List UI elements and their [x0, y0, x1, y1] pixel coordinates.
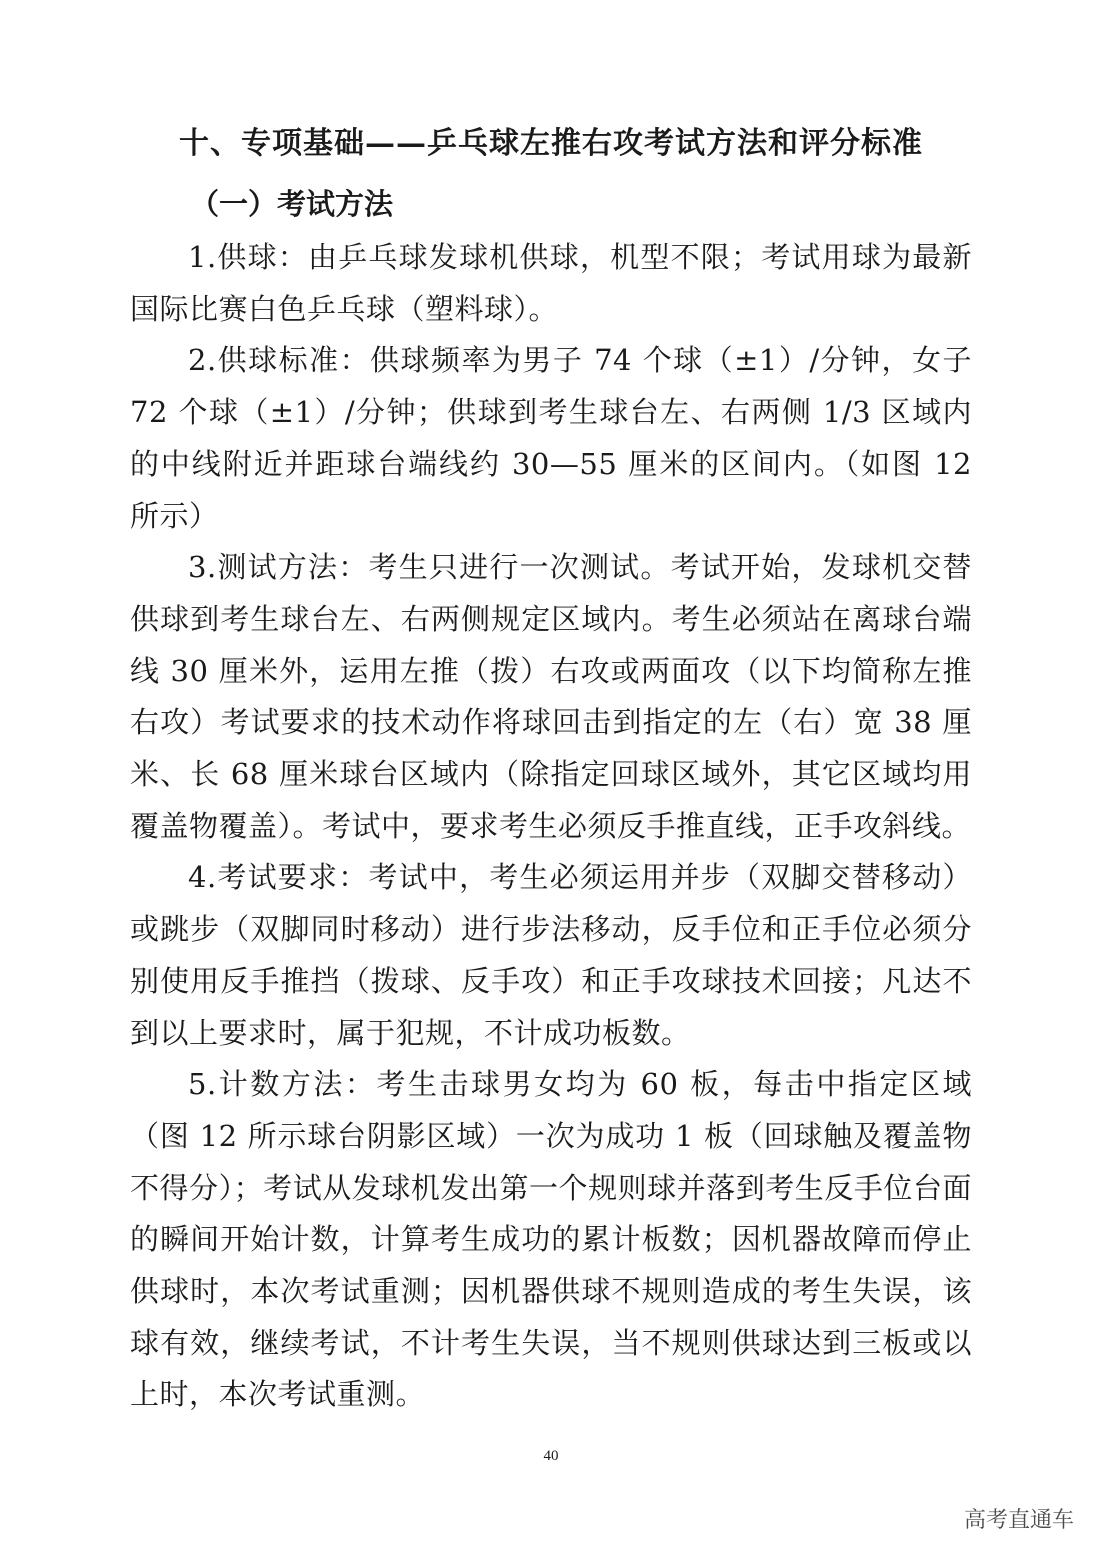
body-text [130, 232, 972, 1421]
paragraph-exam-requirements: 4.考试要求：考试中，考生必须运用并步（双脚交替移动）或跳步（双脚同时移动）进行步法移动，反手位和正手位必须分别使用反手推挡（拨球、反手攻）和正手攻球技术回接；凡达不到以上要求时，属于犯规，不计成功板数。 [130, 860, 972, 1050]
paragraph-counting-method: 5.计数方法：考生击球男女均为 60 板，每击中指定区域（图 12 所示球台阴影区域）一次为成功 1 板（回球触及覆盖物不得分）；考试从发球机发出第一个规则球并落到考生反手位台面的瞬间开始计数，计算考生成功的累计板数；因机器故障而停止供球时，本次考试重测；因机器供球不规则造成的考生失误，该球有效，继续考试，不计考生失误，当不规则供球达到三板或以上时，本次考试重测。 [130, 1067, 972, 1412]
page-number: 40 [543, 1448, 559, 1464]
paragraph-ball-supply: 1.供球：由乒乓球发球机供球，机型不限；考试用球为最新国际比赛白色乒乓球（塑料球）。 [130, 240, 972, 326]
paragraph-test-method: 3.测试方法：考生只进行一次测试。考试开始，发球机交替供球到考生球台左、右两侧规定区域内。考生必须站在离球台端线 30 厘米外，运用左推（拨）右攻或两面攻（以下均简称左推右攻）考试要求的技术动作将球回击到指定的左（右）宽 38 厘米、长 68 厘米球台区域内（除指定回球区域外，其它区域均用覆盖物覆盖）。考试中，要求考生必须反手推直线，正手攻斜线。 [130, 550, 972, 843]
watermark-text: 高考直通车 [963, 1508, 1074, 1533]
paragraph-supply-standard: 2.供球标准：供球频率为男子 74 个球（±1）/分钟，女子 72 个球（±1）/分钟；供球到考生球台左、右两侧 1/3 区域内的中线附近并距球台端线约 30—55 厘米的区间内。（如图 12 所示） [130, 343, 972, 533]
section-title: 十、专项基础——乒乓球左推右攻考试方法和评分标准 [179, 126, 923, 161]
subsection-heading: （一）考试方法 [190, 187, 394, 221]
